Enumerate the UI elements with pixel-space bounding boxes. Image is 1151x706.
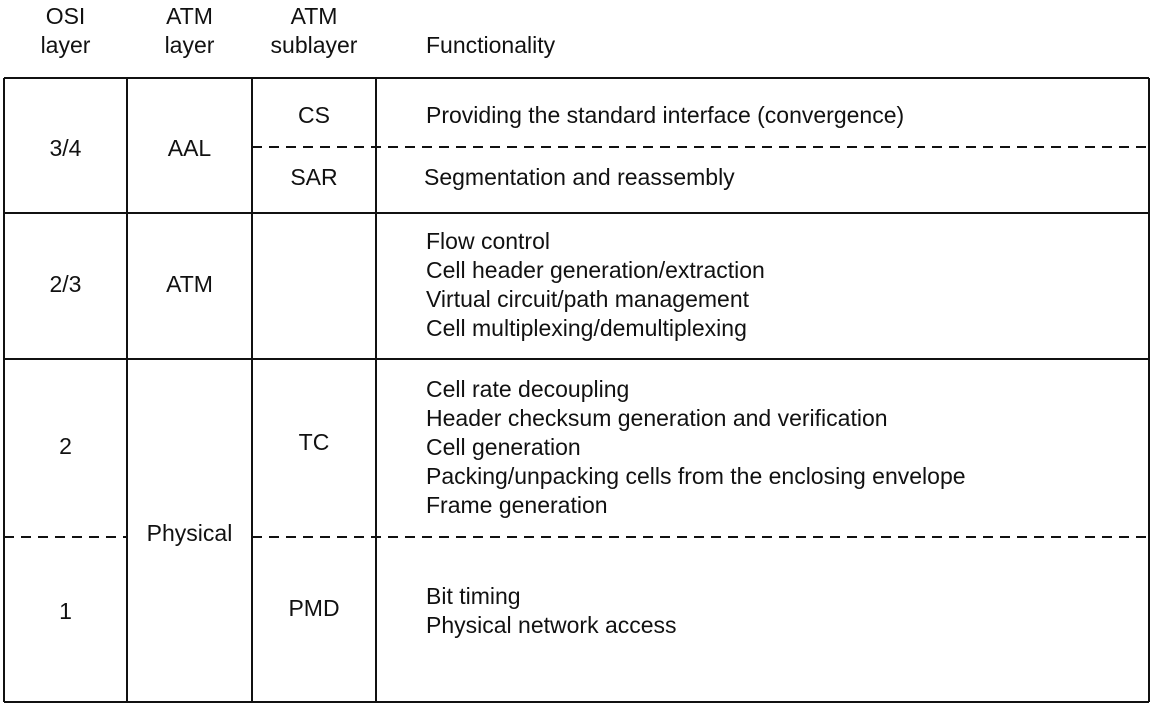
- header-sublayer-line-1: ATM: [290, 3, 338, 29]
- function-item: Physical network access: [426, 612, 677, 638]
- header-atm-layer: [127, 2, 252, 60]
- sublayer-sar: SAR: [290, 164, 338, 190]
- function-atm: [426, 227, 765, 343]
- sublayer-tc: TC: [298, 429, 330, 455]
- function-item: Packing/unpacking cells from the enclosing envelope: [426, 463, 966, 489]
- sublayer-cs: CS: [298, 102, 330, 128]
- atm-layer-physical: Physical: [146, 520, 233, 546]
- function-item: Cell rate decoupling: [426, 376, 630, 402]
- header-osi-line-2: layer: [40, 32, 91, 58]
- atm-layer-aal: AAL: [167, 135, 212, 161]
- osi-layer-2-3: 2/3: [49, 271, 82, 297]
- header-sublayer-line-2: sublayer: [270, 32, 358, 58]
- function-item: Frame generation: [426, 492, 608, 518]
- function-pmd: [426, 582, 677, 640]
- atm-layer-atm: ATM: [166, 271, 213, 297]
- header-functionality: Functionality: [426, 32, 556, 58]
- header-osi-layer: [4, 2, 127, 60]
- function-item: Flow control: [426, 228, 550, 254]
- osi-layer-2: 2: [59, 433, 72, 459]
- osi-layer-3-4: 3/4: [49, 135, 82, 161]
- header-atm-line-2: layer: [164, 32, 215, 58]
- function-item: Virtual circuit/path management: [426, 286, 750, 312]
- function-cs: [426, 101, 904, 130]
- sublayer-pmd: PMD: [288, 595, 340, 621]
- header-atm-line-1: ATM: [166, 3, 213, 29]
- function-item: Cell generation: [426, 434, 581, 460]
- function-item: Segmentation and reassembly: [424, 164, 735, 190]
- function-tc: [426, 375, 966, 520]
- header-atm-sublayer: [252, 2, 376, 60]
- osi-layer-1: 1: [59, 598, 72, 624]
- function-item: Cell header generation/extraction: [426, 257, 765, 283]
- function-item: Cell multiplexing/demultiplexing: [426, 315, 747, 341]
- function-item: Bit timing: [426, 583, 521, 609]
- function-item: Header checksum generation and verification: [426, 405, 888, 431]
- header-osi-line-1: OSI: [45, 3, 86, 29]
- function-sar: [424, 163, 735, 192]
- function-item: Providing the standard interface (convergence): [426, 102, 905, 128]
